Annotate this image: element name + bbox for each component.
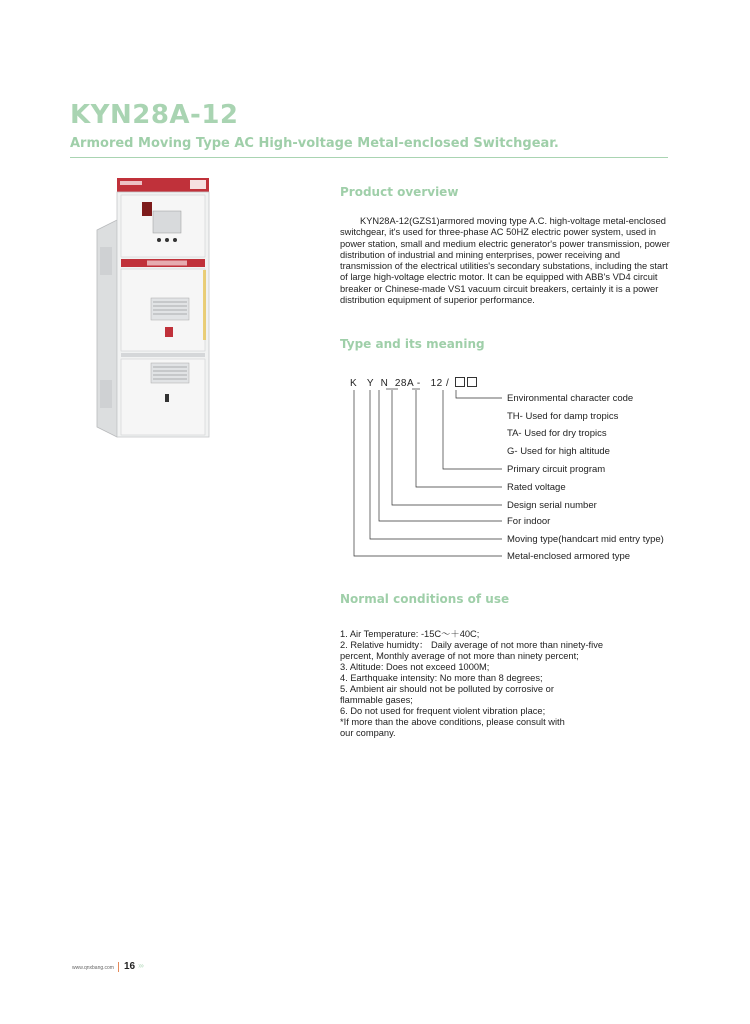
- code-y: Y: [366, 378, 374, 389]
- code-design: 28A -: [394, 378, 421, 389]
- meaning-moving-type: Moving type(handcart mid entry type): [507, 534, 664, 545]
- meaning-indoor: For indoor: [507, 516, 551, 527]
- meaning-g: G- Used for high altitude: [507, 446, 610, 457]
- footer-divider: [118, 962, 119, 972]
- condition-line: flammable gases;: [340, 695, 413, 705]
- type-meaning-heading: Type and its meaning: [340, 337, 485, 351]
- chevron-right-icon: ›››: [138, 961, 143, 970]
- condition-line: 2. Relative humidty： Daily average of not more than ninety-five: [340, 640, 604, 650]
- condition-line: 1. Air Temperature: -15C～＋40C;: [340, 629, 480, 639]
- meaning-th: TH- Used for damp tropics: [507, 411, 619, 422]
- page-title: KYN28A-12: [70, 100, 239, 130]
- conditions-heading: Normal conditions of use: [340, 592, 510, 606]
- conditions-list: [340, 629, 660, 739]
- meaning-environmental: Environmental character code: [507, 393, 634, 404]
- condition-line: our company.: [340, 728, 396, 738]
- condition-line: 5. Ambient air should not be polluted by corrosive or: [340, 684, 554, 694]
- page-number: 16: [124, 961, 136, 972]
- page-subtitle: Armored Moving Type AC High-voltage Metal-enclosed Switchgear.: [70, 136, 559, 151]
- meaning-primary-circuit: Primary circuit program: [507, 464, 606, 475]
- overview-heading: Product overview: [340, 185, 459, 199]
- footer-url: www.qnxbang.com: [72, 965, 114, 971]
- condition-line: 6. Do not used for frequent violent vibration place;: [340, 706, 546, 716]
- code-k: K: [350, 378, 358, 389]
- condition-line: percent, Monthly average of not more than ninety percent;: [340, 651, 579, 661]
- condition-line: *If more than the above conditions, please consult with: [340, 717, 565, 727]
- meaning-design-serial: Design serial number: [507, 500, 597, 511]
- meaning-metal-enclosed: Metal-enclosed armored type: [507, 551, 631, 562]
- overview-paragraph: KYN28A-12(GZS1)armored moving type A.C. high-voltage metal-enclosed switchgear, it's used for three-phase AC 50HZ electric power system, used in power station, small and medium electric generator's power transmission, power distribution of industrial and mining enterprises, power receiving and transmission of the electrical utilities's secondary substations, including the start of large high-voltage electric motor. It can be equipped with ABB's VD4 circuit breaker or Chinese-made VS1 vacuum circuit breakers, certainly it is a power distribution equipment of superior performance.: [340, 216, 670, 306]
- condition-line: 3. Altitude: Does not exceed 1000M;: [340, 662, 490, 672]
- condition-line: 4. Earthquake intensity: No more than 8 degrees;: [340, 673, 543, 683]
- code-n: N: [380, 378, 389, 389]
- code-voltage: 12 /: [430, 378, 450, 389]
- meaning-rated-voltage: Rated voltage: [507, 482, 566, 493]
- meaning-ta: TA- Used for dry tropics: [507, 428, 607, 439]
